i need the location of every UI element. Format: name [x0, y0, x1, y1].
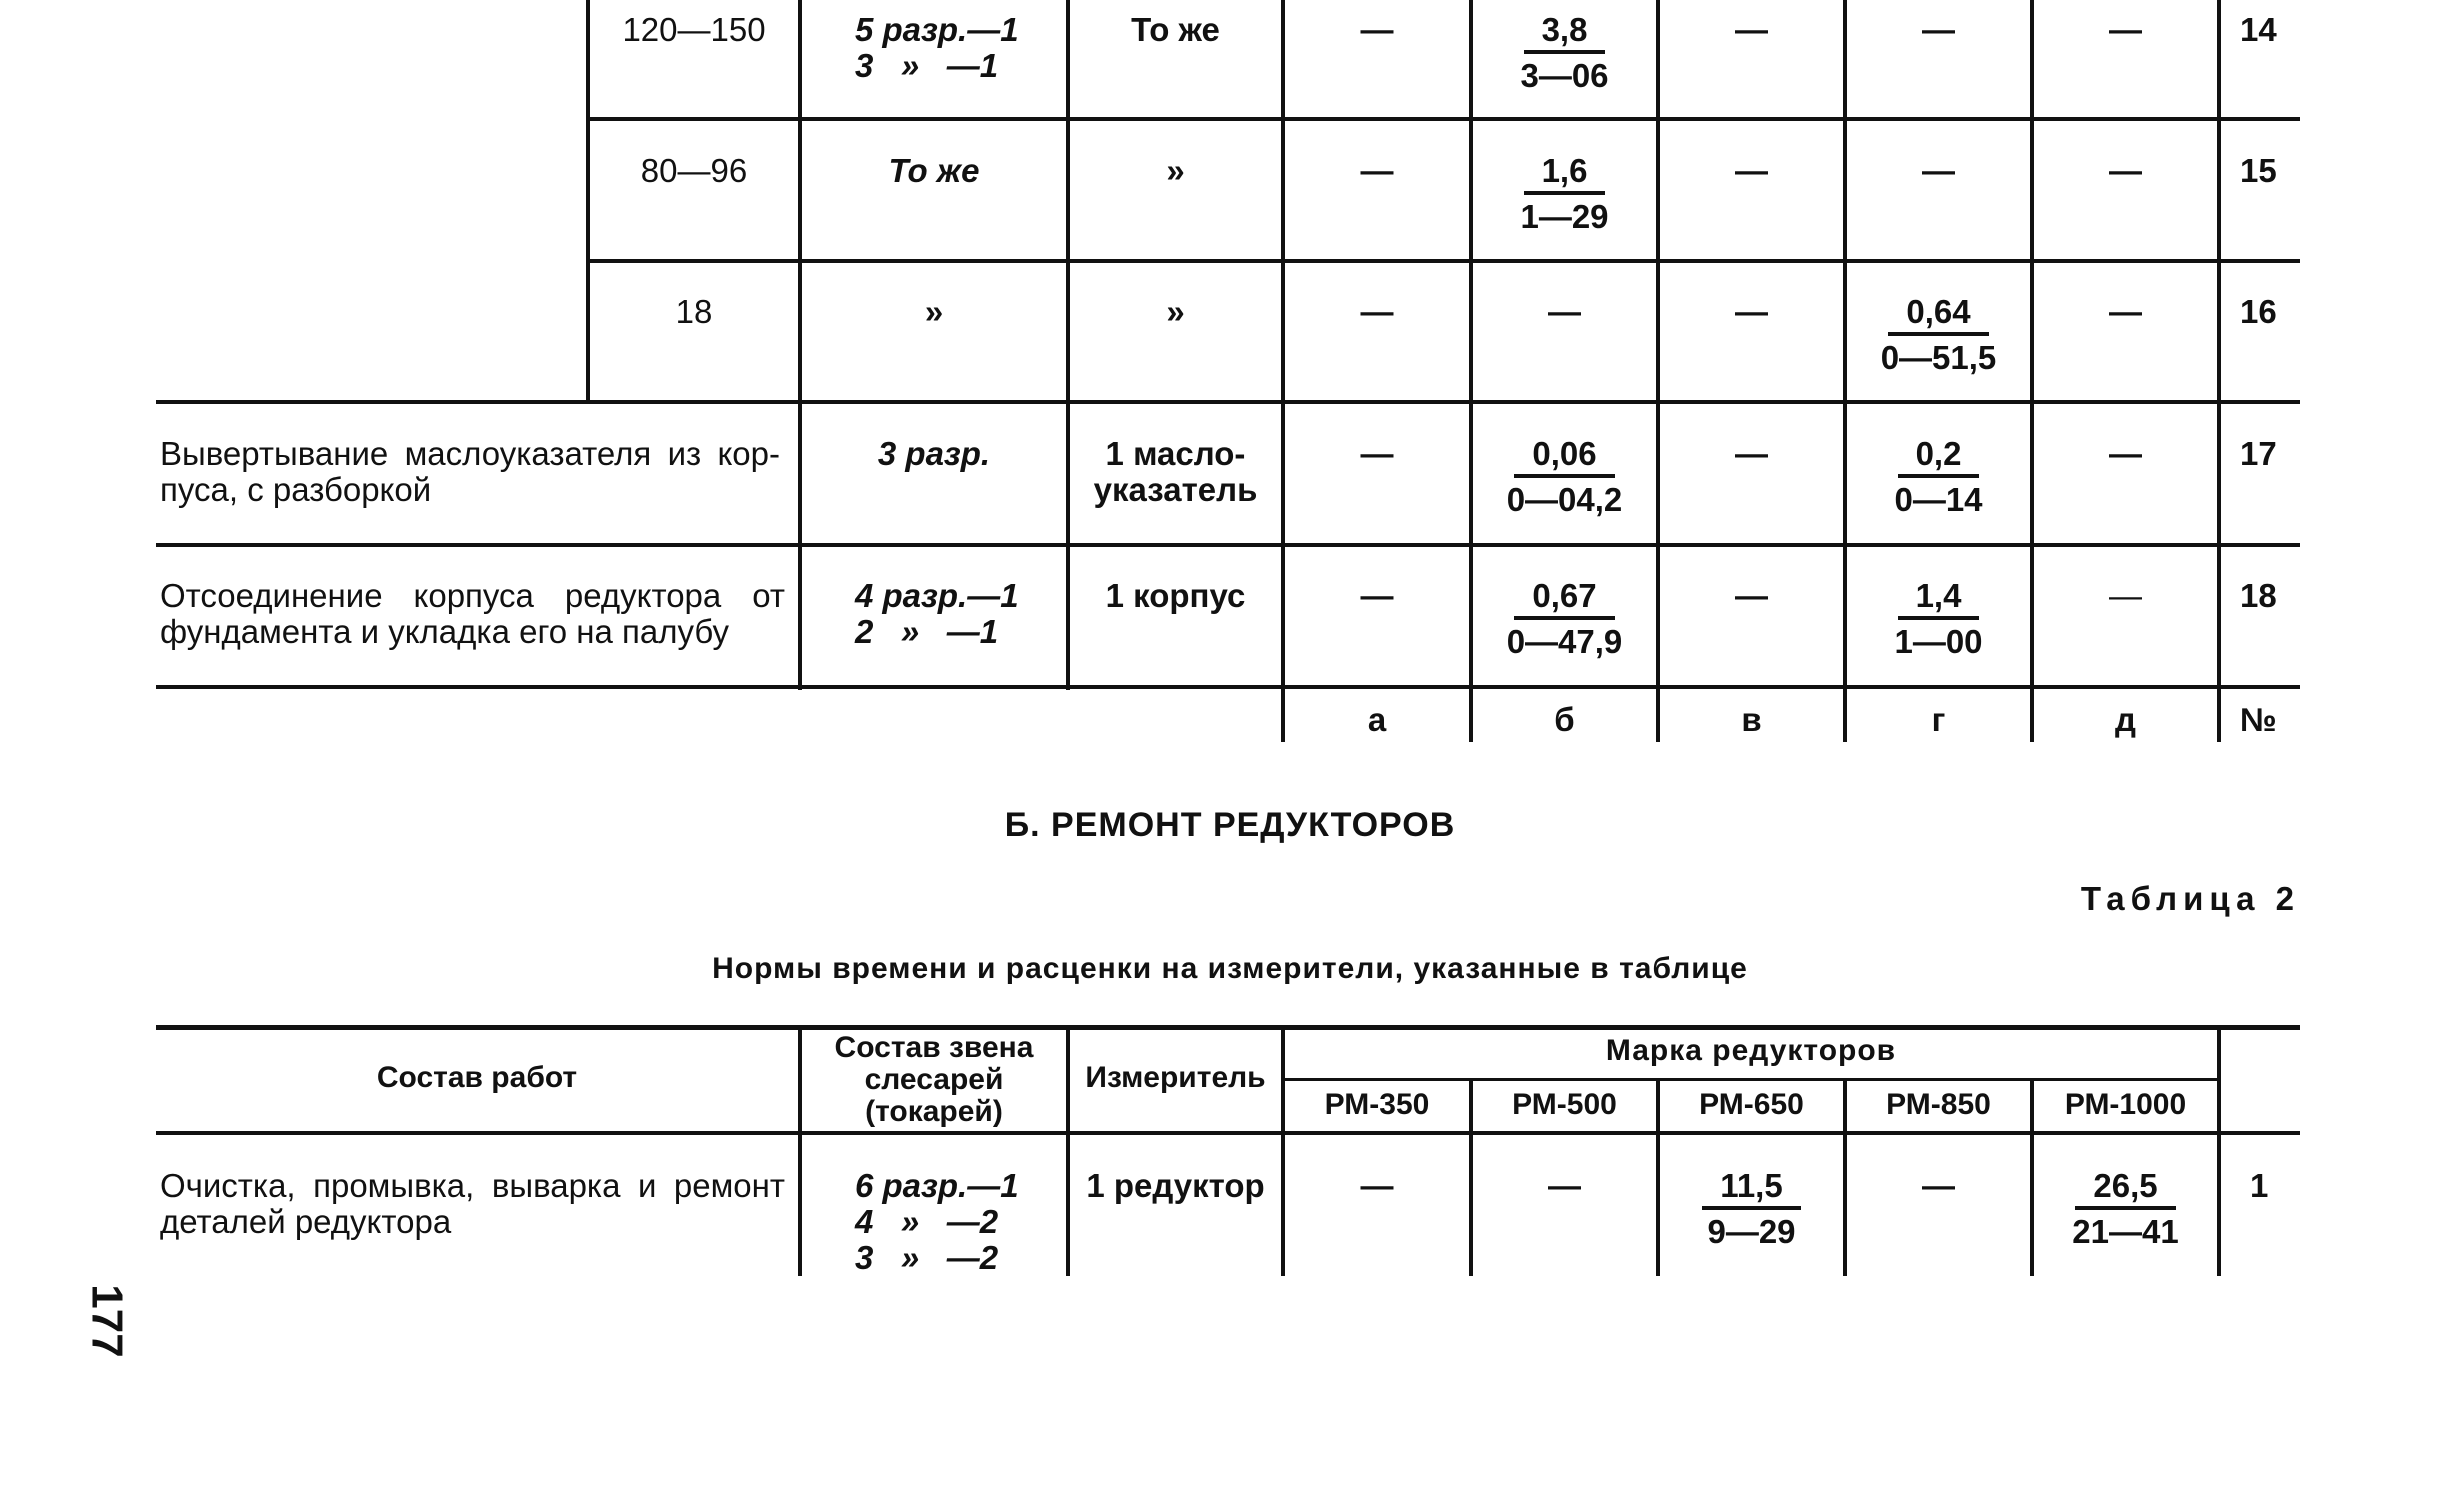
header-measure: Измеритель: [1085, 1061, 1266, 1094]
norm-b: [1473, 434, 1656, 522]
norm-time: 26,5: [2075, 1166, 2175, 1210]
norm-g: [1847, 292, 2030, 380]
crew-composition: 3 разр.: [877, 435, 991, 472]
norm-time: 0,06: [1514, 434, 1614, 478]
table1-divider: [2030, 0, 2034, 742]
value-v: —: [1735, 293, 1768, 330]
work-line: Вывертывание маслоуказателя из кор-: [160, 435, 780, 472]
norm-price: 0—47,9: [1506, 623, 1623, 660]
table-caption: Нормы времени и расценки на измерители, указанные в таблице: [712, 952, 1748, 985]
value-d: —: [2109, 152, 2142, 189]
norm-b: [1473, 151, 1656, 239]
table1-rule: [156, 543, 2300, 547]
value-v: —: [1735, 577, 1768, 614]
norm-price: 3—06: [1520, 57, 1609, 94]
header-col-rm650: РМ-650: [1699, 1088, 1804, 1121]
norm-price: 1—00: [1894, 623, 1983, 660]
crew-composition: [855, 578, 1019, 650]
norm-time: 0,67: [1514, 576, 1614, 620]
measure-unit: [1070, 436, 1281, 508]
work-line: деталей редуктора: [160, 1203, 452, 1240]
value-rm850: —: [1922, 1167, 1955, 1204]
table1-divider: [2217, 0, 2221, 742]
table1-divider: [1281, 0, 1285, 742]
norm-time: 1,6: [1524, 151, 1606, 195]
table2-rule: [156, 1025, 2300, 1030]
norm-time: 11,5: [1702, 1166, 1800, 1210]
norm-price: 0—04,2: [1506, 481, 1623, 518]
value-a: —: [1360, 577, 1394, 614]
value-d: —: [2109, 577, 2142, 614]
column-label-a: а: [1367, 701, 1387, 738]
table1-rule: [156, 685, 2300, 689]
norm-time: 0,64: [1888, 292, 1988, 336]
norm-rm1000: [2034, 1166, 2217, 1254]
value-v: —: [1735, 152, 1768, 189]
norm-time: 3,8: [1524, 10, 1606, 54]
measure-line: указатель: [1093, 471, 1258, 508]
table1-rule: [586, 259, 2300, 263]
header-col-rm1000: РМ-1000: [2064, 1088, 2187, 1121]
measure-unit: »: [1166, 152, 1185, 189]
header-col-rm850: РМ-850: [1886, 1088, 1991, 1121]
crew-line: 2 » —1: [855, 613, 999, 650]
row-number: 17: [2240, 435, 2277, 472]
value-rm500: —: [1548, 1167, 1581, 1204]
table1-divider: [586, 0, 590, 402]
table2-rule: [1281, 1078, 2221, 1081]
header-col-rm500: РМ-500: [1512, 1088, 1617, 1121]
work-line: пуса, с разборкой: [160, 471, 432, 508]
value-g: —: [1922, 152, 1955, 189]
size-value: 18: [675, 293, 713, 330]
crew-composition: »: [924, 293, 944, 330]
crew-composition: [855, 12, 1019, 84]
crew-line: 4 » —2: [855, 1203, 999, 1240]
crew-line: 4 разр.—1: [855, 577, 1019, 614]
column-label-d: д: [2115, 701, 2136, 738]
norm-g: [1847, 576, 2030, 664]
crew-line: 3 » —1: [855, 47, 999, 84]
row-number: 1: [2250, 1167, 2269, 1204]
header-line: (токарей): [865, 1095, 1003, 1128]
column-label-b: б: [1554, 701, 1575, 738]
norm-price: 0—14: [1894, 481, 1983, 518]
value-d: —: [2109, 293, 2142, 330]
table1-divider: [798, 0, 802, 690]
work-line: фундамента и укладка его на палубу: [160, 613, 730, 650]
size-value: 80—96: [640, 152, 748, 189]
value-a: —: [1360, 152, 1394, 189]
header-work: Состав работ: [376, 1061, 578, 1094]
norm-b: [1473, 576, 1656, 664]
header-col-rm350: РМ-350: [1324, 1088, 1430, 1121]
work-description: [160, 1168, 785, 1240]
value-a: —: [1360, 11, 1394, 48]
measure-line: 1 масло-: [1105, 435, 1246, 472]
crew-line: 5 разр.—1: [855, 11, 1019, 48]
table2-rule: [156, 1131, 2300, 1135]
norm-time: 1,4: [1898, 576, 1980, 620]
column-label-number: №: [2240, 701, 2277, 738]
value-v: —: [1735, 435, 1768, 472]
table-label: Таблица 2: [2080, 880, 2300, 917]
work-line: Очистка, промывка, выварка и ремонт: [160, 1167, 785, 1204]
crew-composition: То же: [888, 152, 980, 189]
measure-unit: 1 редуктор: [1086, 1167, 1265, 1204]
work-description: [160, 578, 785, 650]
norm-time: 0,2: [1898, 434, 1980, 478]
measure-unit: То же: [1131, 11, 1220, 48]
measure-unit: 1 корпус: [1105, 577, 1246, 614]
row-number: 14: [2240, 11, 2277, 48]
value-v: —: [1735, 11, 1768, 48]
table1-rule: [156, 400, 2300, 404]
section-title: Б. РЕМОНТ РЕДУКТОРОВ: [1004, 806, 1456, 844]
table1-rule: [586, 117, 2300, 121]
work-description: [160, 436, 780, 508]
value-a: —: [1360, 435, 1394, 472]
value-a: —: [1360, 293, 1394, 330]
value-rm350: —: [1360, 1167, 1394, 1204]
value-b: —: [1548, 293, 1581, 330]
column-label-v: в: [1741, 701, 1762, 738]
row-number: 18: [2240, 577, 2277, 614]
row-number: 15: [2240, 152, 2277, 189]
page-number: 177: [82, 1284, 132, 1358]
header-group: Марка редукторов: [1605, 1034, 1897, 1067]
norm-price: 9—29: [1707, 1213, 1796, 1250]
header-line: Состав звена: [834, 1031, 1034, 1064]
norm-rm650: [1660, 1166, 1843, 1254]
table1-divider: [1656, 0, 1660, 742]
norm-price: 0—51,5: [1880, 339, 1997, 376]
header-line: слесарей: [864, 1063, 1004, 1096]
norm-b: [1473, 10, 1656, 98]
value-g: —: [1922, 11, 1955, 48]
column-label-g: г: [1931, 701, 1946, 738]
work-line: Отсоединение корпуса редуктора от: [160, 577, 785, 614]
crew-line: 6 разр.—1: [855, 1167, 1019, 1204]
norm-g: [1847, 434, 2030, 522]
table2-divider: [2217, 1028, 2221, 1276]
value-d: —: [2109, 435, 2142, 472]
crew-line: 3 » —2: [855, 1239, 999, 1276]
norm-price: 1—29: [1520, 198, 1609, 235]
measure-unit: »: [1166, 293, 1185, 330]
norm-price: 21—41: [2072, 1213, 2179, 1250]
crew-composition: [855, 1168, 1019, 1276]
size-value: 120—150: [622, 11, 766, 48]
value-d: —: [2109, 11, 2142, 48]
header-crew: [802, 1032, 1066, 1128]
row-number: 16: [2240, 293, 2277, 330]
